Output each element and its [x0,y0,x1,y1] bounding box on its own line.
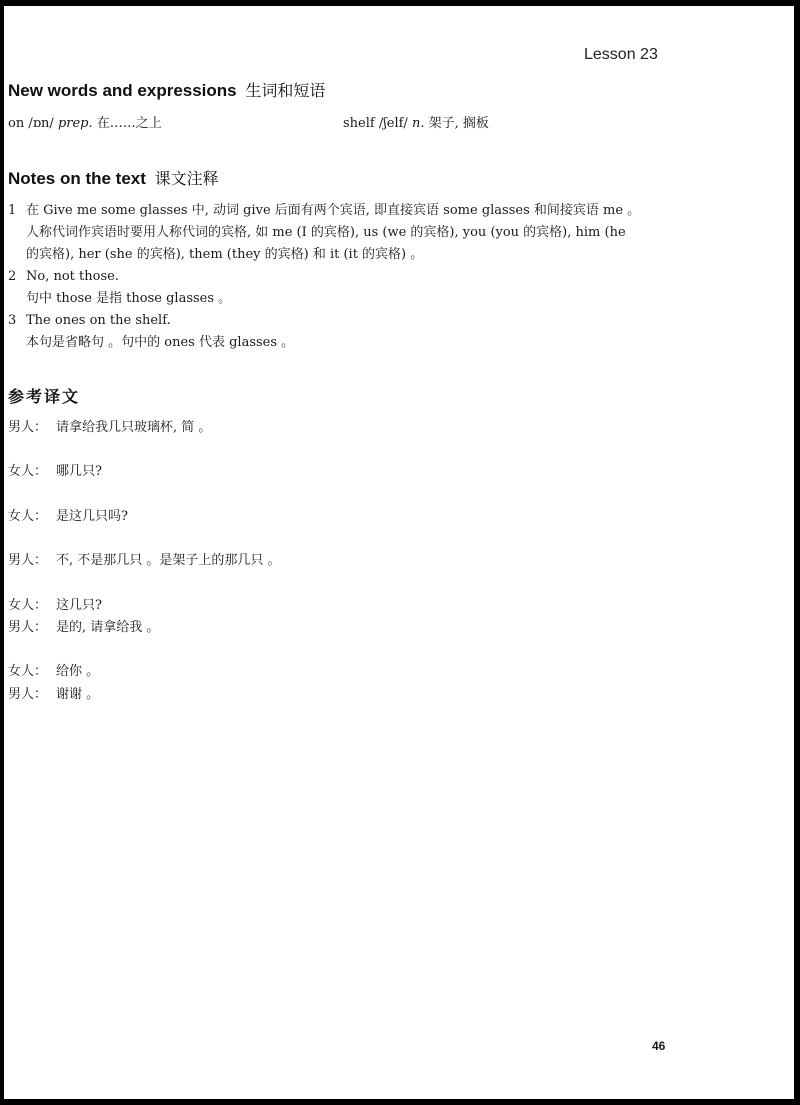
dialogue-line [8,461,102,483]
dialogue-line [8,595,102,617]
vocab-meaning: 架子, 搁板 [428,116,489,131]
note-3 [26,310,676,354]
speaker: 男人： [8,620,48,635]
speaker: 男人： [8,420,48,435]
vocab-pos: prep. [57,116,93,131]
vocab-word: on [8,116,25,131]
note-number: 2 [8,269,17,284]
note-line: 句中 those 是指 those glasses 。 [26,291,232,306]
new-words-title-cn: 生词和短语 [245,81,326,100]
note-1 [26,200,676,266]
note-line: 人称代词作宾语时要用人称代词的宾格, 如 me (I 的宾格), us (we 的宾格), you (you 的宾格), him (he [26,225,626,240]
new-words-heading [8,78,325,101]
note-line: 的宾格), her (she 的宾格), them (they 的宾格) 和 it (it 的宾格) 。 [26,247,424,262]
note-line: 在 Give me some glasses 中, 动词 give 后面有两个宾语, 即直接宾语 some glasses 和间接宾语 me 。 [26,203,641,218]
note-line: The ones on the shelf. [26,313,171,328]
speaker: 男人： [8,687,48,702]
dialogue-text: 哪几只? [56,464,102,479]
dialogue-text: 给你 。 [56,664,100,679]
note-line: No, not those. [26,269,119,284]
dialogue-line [8,506,128,528]
notes-heading [8,166,219,189]
speaker: 女人： [8,509,48,524]
note-number: 1 [8,203,17,218]
dialogue-text: 这几只? [56,598,102,613]
vocab-pos: n. [411,116,425,131]
dialogue-line [8,617,159,639]
vocab-phonetic: /ʃelf/ [378,116,408,131]
dialogue-line [8,684,99,706]
vocab-entry-on [8,114,162,134]
page-number: 46 [652,1039,666,1053]
dialogue-text: 不, 不是那几只 。是架子上的那几只 。 [56,553,281,568]
note-line: 本句是省略句 。句中的 ones 代表 glasses 。 [26,335,295,350]
vocab-word: shelf [343,116,375,131]
vocab-phonetic: /ɒn/ [28,116,54,131]
translation-title: 参考译文 [8,387,81,406]
dialogue-line [8,661,99,683]
dialogue-line [8,417,211,439]
textbook-page [4,6,794,1099]
dialogue-text: 谢谢 。 [56,687,100,702]
notes-title: Notes on the text [8,169,146,188]
new-words-title: New words and expressions [8,81,237,100]
dialogue-text: 请拿给我几只玻璃杯, 简 。 [56,420,212,435]
speaker: 女人： [8,664,48,679]
note-2 [26,266,676,310]
dialogue-line [8,550,281,572]
vocab-meaning: 在……之上 [96,116,162,131]
lesson-label: Lesson 23 [584,46,658,63]
dialogue-text: 是的, 请拿给我 。 [56,620,160,635]
note-number: 3 [8,313,17,328]
speaker: 男人： [8,553,48,568]
notes-title-cn: 课文注释 [154,169,219,188]
speaker: 女人： [8,464,48,479]
vocab-entry-shelf [343,114,489,134]
dialogue-text: 是这几只吗? [56,509,128,524]
speaker: 女人： [8,598,48,613]
